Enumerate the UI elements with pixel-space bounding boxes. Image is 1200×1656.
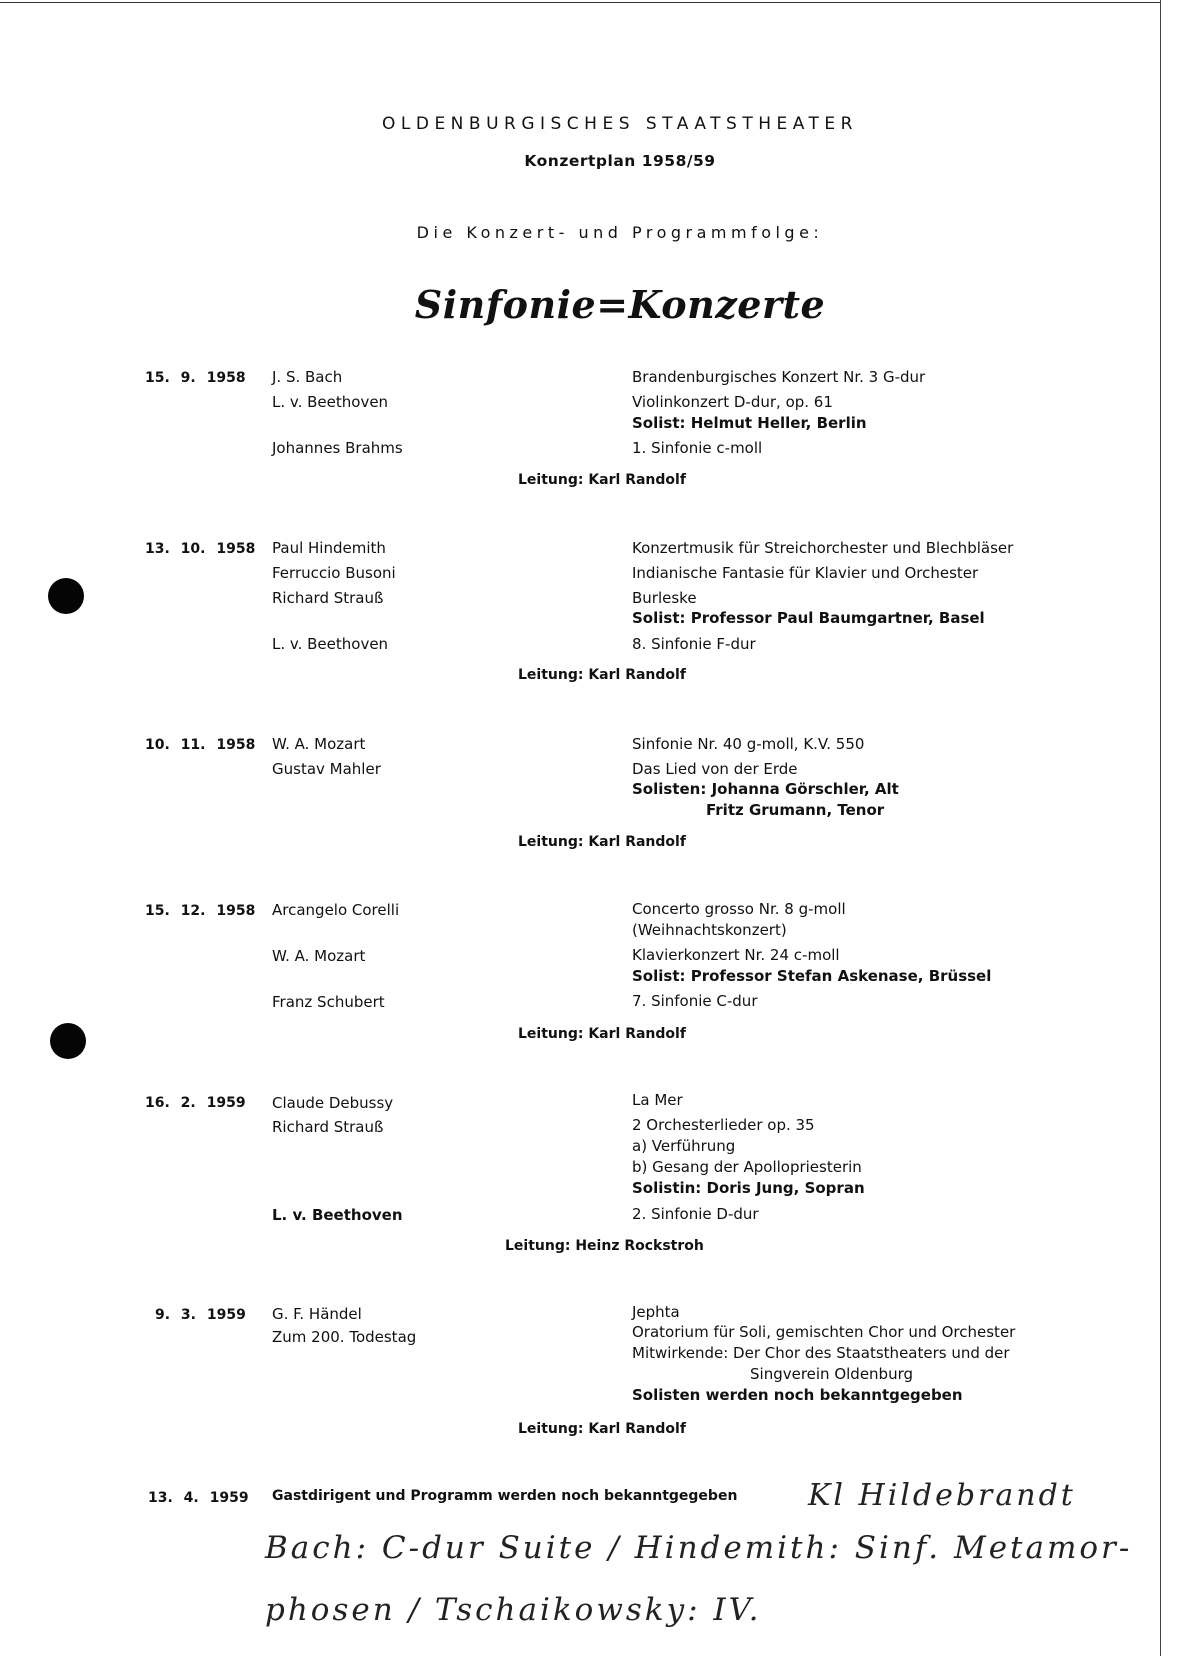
composer-note: Zum 200. Todestag (272, 1328, 417, 1346)
work-title: Indianische Fantasie für Klavier und Orchester (632, 564, 979, 582)
handwritten-conductor: Kl Hildebrandt (808, 1478, 1076, 1513)
work-title: 8. Sinfonie F-dur (632, 635, 756, 653)
soloist: Solist: Helmut Heller, Berlin (632, 414, 867, 432)
punch-hole-mark (50, 1023, 86, 1059)
conductor: Leitung: Heinz Rockstroh (505, 1238, 704, 1254)
conductor: Leitung: Karl Randolf (518, 1421, 686, 1437)
program-sequence-heading: Die Konzert- und Programmfolge: (416, 223, 824, 242)
work-title: Burleske (632, 589, 697, 607)
concert-date: 13. 4. 1959 (148, 1490, 249, 1506)
concert-date: 10. 11. 1958 (145, 737, 256, 753)
concert-plan-title: Konzertplan 1958/59 (524, 152, 716, 170)
work-title: (Weihnachtskonzert) (632, 921, 787, 939)
work-title: Oratorium für Soli, gemischten Chor und Orchester (632, 1323, 1016, 1341)
work-title: Klavierkonzert Nr. 24 c-moll (632, 946, 840, 964)
concert-date: 16. 2. 1959 (145, 1095, 246, 1111)
work-title: Concerto grosso Nr. 8 g-moll (632, 900, 846, 918)
work-title: Jephta (632, 1303, 680, 1321)
composer: Richard Strauß (272, 589, 384, 607)
conductor: Leitung: Karl Randolf (518, 472, 686, 488)
composer: Claude Debussy (272, 1094, 394, 1112)
concert-date: 9. 3. 1959 (155, 1307, 246, 1323)
composer: Gustav Mahler (272, 760, 381, 778)
conductor: Leitung: Karl Randolf (518, 667, 686, 683)
conductor: Leitung: Karl Randolf (518, 834, 686, 850)
handwritten-program: Bach: C-dur Suite / Hindemith: Sinf. Metamor- (265, 1530, 1133, 1566)
composer: Arcangelo Corelli (272, 901, 400, 919)
work-title: 2 Orchesterlieder op. 35 (632, 1116, 815, 1134)
participants: Mitwirkende: Der Chor des Staatstheaters und der (632, 1344, 1010, 1362)
work-title: Konzertmusik für Streichorchester und Blechbläser (632, 539, 1014, 557)
concert-date: 13. 10. 1958 (145, 541, 256, 557)
concert-date: 15. 12. 1958 (145, 903, 256, 919)
composer: Johannes Brahms (272, 439, 403, 457)
work-title: 2. Sinfonie D-dur (632, 1205, 759, 1223)
composer: Richard Strauß (272, 1118, 384, 1136)
handwritten-program: phosen / Tschaikowsky: IV. (265, 1592, 762, 1628)
work-part: b) Gesang der Apollopriesterin (632, 1158, 862, 1176)
composer: W. A. Mozart (272, 947, 366, 965)
work-title: Brandenburgisches Konzert Nr. 3 G-dur (632, 368, 926, 386)
composer: L. v. Beethoven (272, 393, 389, 411)
concert-date: 15. 9. 1958 (145, 370, 246, 386)
composer: W. A. Mozart (272, 735, 366, 753)
participants: Singverein Oldenburg (750, 1365, 914, 1383)
theater-title: OLDENBURGISCHES STAATSTHEATER (382, 114, 858, 134)
section-title: Sinfonie=Konzerte (414, 282, 826, 327)
scan-right-edge (1160, 0, 1161, 1656)
soloist: Solisten: Johanna Görschler, Alt (632, 780, 899, 798)
composer: Ferruccio Busoni (272, 564, 396, 582)
composer: L. v. Beethoven (272, 635, 389, 653)
work-part: a) Verführung (632, 1137, 736, 1155)
work-title: La Mer (632, 1091, 683, 1109)
soloist: Solistin: Doris Jung, Sopran (632, 1179, 865, 1197)
composer: Paul Hindemith (272, 539, 386, 557)
composer: J. S. Bach (272, 368, 343, 386)
composer: L. v. Beethoven (272, 1206, 403, 1224)
work-title: Sinfonie Nr. 40 g-moll, K.V. 550 (632, 735, 865, 753)
conductor: Leitung: Karl Randolf (518, 1026, 686, 1042)
soloist: Solist: Professor Paul Baumgartner, Basel (632, 609, 985, 627)
soloists-note: Solisten werden noch bekanntgegeben (632, 1386, 963, 1404)
composer: G. F. Händel (272, 1305, 362, 1323)
scan-top-edge (0, 2, 1160, 3)
program-note: Gastdirigent und Programm werden noch bekanntgegeben (272, 1488, 738, 1504)
work-title: 1. Sinfonie c-moll (632, 439, 763, 457)
work-title: Violinkonzert D-dur, op. 61 (632, 393, 833, 411)
soloist: Solist: Professor Stefan Askenase, Brüssel (632, 967, 992, 985)
punch-hole-mark (48, 578, 84, 614)
work-title: Das Lied von der Erde (632, 760, 798, 778)
work-title: 7. Sinfonie C-dur (632, 992, 758, 1010)
soloist: Fritz Grumann, Tenor (706, 801, 885, 819)
composer: Franz Schubert (272, 993, 385, 1011)
